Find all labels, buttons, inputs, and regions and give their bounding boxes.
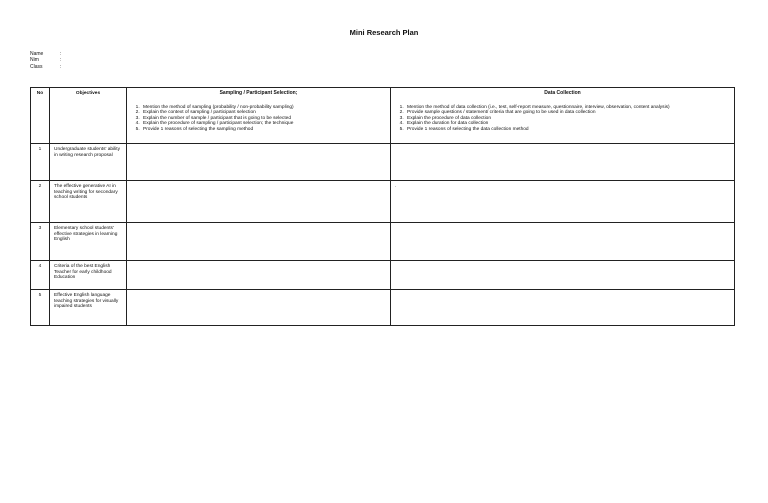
row-number: 3 bbox=[31, 223, 50, 261]
header-objectives: Objectives bbox=[50, 88, 127, 144]
table-row bbox=[31, 181, 735, 223]
field-separator: : bbox=[60, 51, 62, 57]
header-sampling bbox=[127, 88, 391, 144]
table-row bbox=[31, 144, 735, 181]
guideline-item: 5. Provide 1 reasons of selecting the data collection method bbox=[405, 127, 730, 133]
table-row bbox=[31, 223, 735, 261]
guideline-item: 2. Provide sample questions / statement/ criteria that are going to be used in data collection bbox=[405, 110, 730, 116]
row-objective: The effective generative AI in teaching writing for secondary school students bbox=[50, 181, 127, 223]
field-class bbox=[30, 64, 66, 70]
row-data-collection-cell[interactable] bbox=[391, 223, 735, 261]
row-objective: Undergraduate students' ability in writing research proposal bbox=[50, 144, 127, 181]
row-number: 2 bbox=[31, 181, 50, 223]
row-number: 4 bbox=[31, 261, 50, 290]
guideline-item: 1. Mention the method of sampling (probability / non-probability sampling) bbox=[141, 105, 386, 111]
row-sampling-cell[interactable] bbox=[127, 261, 391, 290]
table-header-row bbox=[31, 88, 735, 144]
header-no: No bbox=[31, 88, 50, 144]
row-number: 5 bbox=[31, 290, 50, 326]
guideline-item: 4. Explain the duration for data collection bbox=[405, 121, 730, 127]
table-row bbox=[31, 290, 735, 326]
field-separator: : bbox=[60, 63, 62, 70]
guideline-item: 5. Provide 1 reasons of selecting the sampling method bbox=[141, 127, 386, 133]
header-data-collection-title: Data Collection bbox=[544, 90, 581, 96]
row-objective: Criteria of the best English Teacher for early childhood Education bbox=[50, 261, 127, 290]
row-objective: Elementary school students' effective strategies in learning English bbox=[50, 223, 127, 261]
row-objective: Effective English language teaching strategies for visually impaired students bbox=[50, 290, 127, 326]
row-sampling-cell[interactable] bbox=[127, 290, 391, 326]
row-data-collection-cell[interactable] bbox=[391, 144, 735, 181]
sampling-guidelines bbox=[131, 105, 386, 133]
field-separator: : bbox=[60, 57, 62, 64]
field-label: Nim bbox=[30, 57, 39, 64]
row-number: 1 bbox=[31, 144, 50, 181]
table-row bbox=[31, 261, 735, 290]
guideline-item: 4. Explain the procedure of sampling / participant selection; the technique bbox=[141, 121, 386, 127]
guideline-item: 3. Explain the number of sample / participant that is going to be selected bbox=[141, 116, 386, 122]
student-info bbox=[30, 51, 66, 70]
row-data-collection-cell[interactable] bbox=[391, 261, 735, 290]
field-label: Name bbox=[30, 51, 44, 57]
header-sampling-title: Sampling / Participant Selection; bbox=[219, 90, 298, 96]
data-collection-guidelines bbox=[395, 105, 730, 133]
document-title: Mini Research Plan bbox=[349, 28, 419, 37]
row-sampling-cell[interactable] bbox=[127, 144, 391, 181]
guideline-item: 2. Explain the context of sampling / participant selection bbox=[141, 110, 386, 116]
row-data-collection-cell[interactable]: . bbox=[391, 181, 735, 223]
row-sampling-cell[interactable] bbox=[127, 181, 391, 223]
field-label: Class bbox=[30, 63, 43, 70]
header-data-collection bbox=[391, 88, 735, 144]
guideline-item: 3. Explain the procedure of data collection bbox=[405, 116, 730, 122]
row-sampling-cell[interactable] bbox=[127, 223, 391, 261]
guideline-item: 1. Mention the method of data collection (i.e., test, self-report measure, questionnaire, interview, observation, content analysis) bbox=[405, 105, 730, 111]
research-plan-table bbox=[30, 87, 735, 326]
row-data-collection-cell[interactable] bbox=[391, 290, 735, 326]
